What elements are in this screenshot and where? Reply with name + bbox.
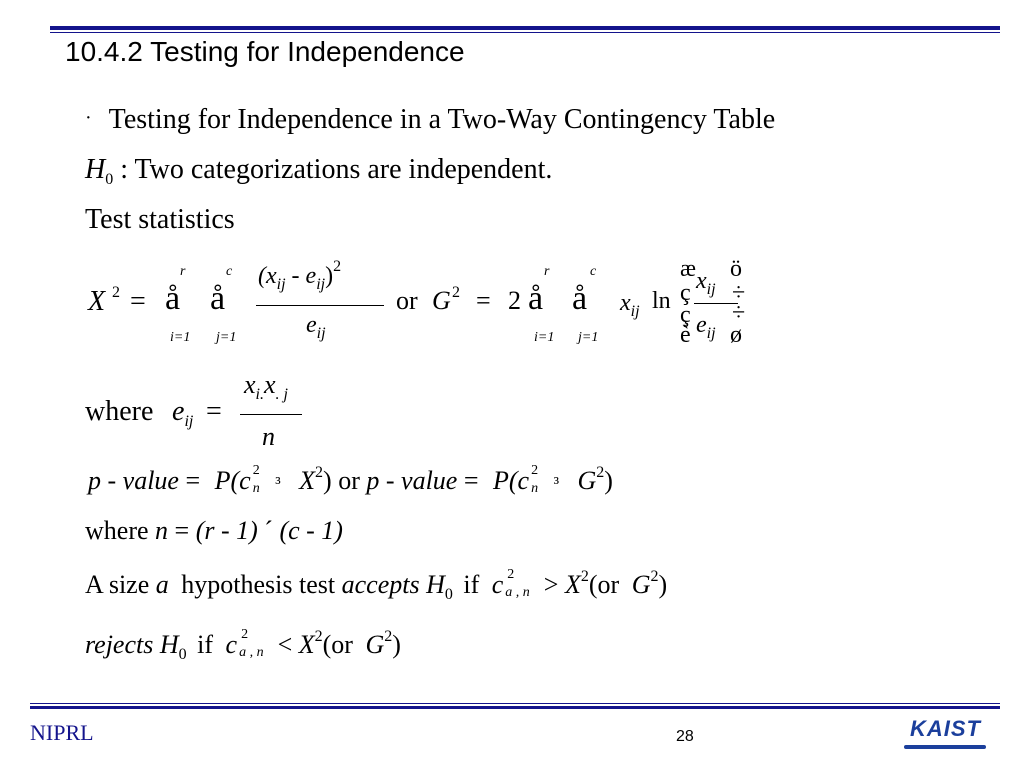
f1-x: X <box>88 286 106 317</box>
rej-G-sup: 2 <box>384 628 393 645</box>
f1-fraction-bar <box>256 305 384 306</box>
rej-c-scripts <box>237 627 271 660</box>
rej-H-sub: 0 <box>178 646 187 663</box>
f1-num-minus-e: - e <box>285 263 317 289</box>
acc-if: if <box>463 570 480 599</box>
f1-sum2-upper: c <box>226 264 233 279</box>
acc-H: H <box>426 570 445 599</box>
f1-sum1-glyph: å <box>165 280 181 317</box>
where-e-fraction-bar <box>240 414 302 415</box>
bottom-rule-thick <box>30 706 1000 709</box>
pv-P2: P(c <box>493 466 530 495</box>
f1-xterm-x: x <box>620 290 631 316</box>
pv-c2-sub: n <box>531 481 539 496</box>
f1-ln-num-sub: ij <box>706 281 716 298</box>
rej-c: c <box>225 630 238 659</box>
f1-den-sub: ij <box>316 325 326 342</box>
f1-g-two: 2 <box>508 286 521 315</box>
pv-X: X <box>299 466 316 495</box>
pv-c2-scripts <box>529 463 547 496</box>
f1-g: G <box>432 286 451 315</box>
h-subscript: 0 <box>105 171 114 188</box>
where-e-num-x1: x <box>244 370 256 399</box>
f1-paren-bl: è <box>680 322 691 348</box>
pv-c1-sup: 2 <box>252 463 260 478</box>
f1-paren-ml2: ç <box>680 302 691 328</box>
where-e-den: n <box>262 422 275 451</box>
rej-X: X <box>298 630 315 659</box>
f1-x-sup: 2 <box>112 284 120 301</box>
f1-sum1-lower: i=1 <box>170 330 191 345</box>
pv-or: or <box>338 466 360 495</box>
f1-ln-num-x: x <box>696 268 707 294</box>
f1-numerator <box>258 258 341 294</box>
pv-eq1: = <box>185 466 201 495</box>
f1-paren-mr: ÷ <box>732 280 746 306</box>
f1-sum1-upper: r <box>180 264 186 279</box>
n-line <box>85 516 343 546</box>
rej-if: if <box>197 630 214 659</box>
f1-num-close: ) <box>325 263 334 289</box>
pv-p2: p - value <box>366 466 458 495</box>
f1-eq: = <box>130 286 146 317</box>
pvalue-line <box>88 464 613 496</box>
f1-den-e: e <box>306 312 317 338</box>
f1-num-sup: 2 <box>333 258 342 275</box>
pv-p1: p - value <box>88 466 179 495</box>
acc-G-sup: 2 <box>650 568 659 585</box>
reject-line <box>85 628 401 664</box>
n-expr1: (r - 1) <box>195 516 258 545</box>
f1-g-eq: = <box>476 286 491 315</box>
pv-close2: ) <box>604 466 613 495</box>
kaist-logo: KAIST <box>910 716 981 741</box>
acc-hyp: hypothesis test <box>181 570 336 599</box>
pv-ge2: ³ <box>553 473 560 493</box>
acc-close: ) <box>658 570 668 599</box>
pv-close1: ) <box>323 466 332 495</box>
hypothesis-text: : Two categorizations are independent. <box>113 154 553 185</box>
where-e-num-sub1: i. <box>255 386 264 403</box>
f1-sum3-upper: r <box>544 264 550 279</box>
top-rule-thin <box>50 32 1000 33</box>
n-expr2: (c - 1) <box>279 516 343 545</box>
pv-P1: P(c <box>214 466 251 495</box>
f1-num-x-sub: ij <box>276 276 286 293</box>
pv-G-sup: 2 <box>596 464 605 481</box>
bottom-rule-thin <box>30 703 1000 704</box>
rej-G: G <box>365 630 385 659</box>
n-eq: = <box>174 516 190 545</box>
f1-num-x: (x <box>258 263 277 289</box>
f1-ln-den <box>696 312 716 343</box>
f1-paren-mr2: ÷ <box>732 300 746 326</box>
acc-G: G <box>631 570 651 599</box>
pv-G: G <box>577 466 597 495</box>
rej-lt: < <box>277 630 293 659</box>
f1-ln-num <box>696 268 716 299</box>
heading-text: Testing for Independence in a Two-Way Contingency Table <box>108 104 776 135</box>
f1-paren-ml: ç <box>680 280 691 306</box>
where-e-num-sub2: . j <box>275 386 288 403</box>
acc-H-sub: 0 <box>444 586 453 603</box>
acc-gt: > <box>543 570 559 599</box>
where-e-label: where <box>85 396 154 427</box>
f1-ln: ln <box>652 288 671 314</box>
n-where: where <box>85 516 149 545</box>
f1-sum3-glyph: å <box>528 280 544 317</box>
f1-denominator <box>306 312 326 343</box>
f1-paren-br: ø <box>730 322 742 348</box>
rej-H: H <box>159 630 179 659</box>
footer-label: NIPRL <box>30 720 94 745</box>
rej-rejects: rejects <box>85 630 154 659</box>
pv-c2-sup: 2 <box>531 463 539 478</box>
acc-accepts: accepts <box>341 570 420 599</box>
n-times: ´ <box>264 516 273 545</box>
f1-ln-den-e: e <box>696 312 707 338</box>
acc-c-sup: 2 <box>507 567 515 582</box>
acc-size: A size <box>85 570 150 599</box>
acc-X: X <box>564 570 581 599</box>
pv-c1-scripts <box>251 463 269 496</box>
f1-sum4-upper: c <box>590 264 597 279</box>
f1-sum2-glyph: å <box>210 280 226 317</box>
n-n: n <box>155 516 169 545</box>
pv-eq2: = <box>463 466 479 495</box>
top-rule-thick <box>50 26 1000 30</box>
accept-line <box>85 568 667 604</box>
where-e-sub: ij <box>184 413 194 430</box>
f1-g-sup: 2 <box>452 284 460 301</box>
acc-c: c <box>491 570 504 599</box>
rej-c-sup: 2 <box>241 627 249 642</box>
page-number: 28 <box>676 728 694 745</box>
where-e-num-x2: x <box>264 370 276 399</box>
f1-or: or <box>396 286 418 315</box>
test-statistics-label: Test statistics <box>85 204 235 235</box>
f1-xterm-sub: ij <box>630 303 640 320</box>
heading-line <box>85 104 775 136</box>
h-symbol: H <box>85 154 106 185</box>
slide-title: 10.4.2 Testing for Independence <box>65 36 465 67</box>
rej-or: (or <box>322 630 353 659</box>
hypothesis-line <box>85 154 552 189</box>
f1-sum4-glyph: å <box>572 280 588 317</box>
f1-num-e-sub: ij <box>316 276 326 293</box>
where-e-num <box>244 370 288 404</box>
f1-x-term <box>620 290 640 321</box>
acc-alpha: a <box>155 570 169 599</box>
rej-X-sup: 2 <box>314 628 323 645</box>
rej-c-sub: a , n <box>239 645 264 660</box>
where-e-e: e <box>172 396 185 427</box>
f1-ln-den-sub: ij <box>706 325 716 342</box>
acc-c-sub: a , n <box>505 585 530 600</box>
where-e-lhs <box>172 396 193 431</box>
rej-close: ) <box>392 630 401 659</box>
acc-c-scripts <box>503 567 537 600</box>
pv-X-sup: 2 <box>315 464 324 481</box>
pv-ge1: ³ <box>275 473 281 493</box>
bullet-glyph: · <box>85 107 92 129</box>
kaist-logo-underline <box>904 745 986 749</box>
f1-sum3-lower: i=1 <box>534 330 555 345</box>
f1-paren-tr: ö <box>730 256 742 282</box>
pv-c1-sub: n <box>252 481 260 496</box>
f1-sum2-lower: j=1 <box>216 330 237 345</box>
where-e-eq: = <box>206 396 222 427</box>
f1-paren-tl: æ <box>680 256 697 282</box>
acc-or: (or <box>588 570 620 599</box>
f1-sum4-lower: j=1 <box>578 330 599 345</box>
acc-X-sup: 2 <box>580 568 589 585</box>
